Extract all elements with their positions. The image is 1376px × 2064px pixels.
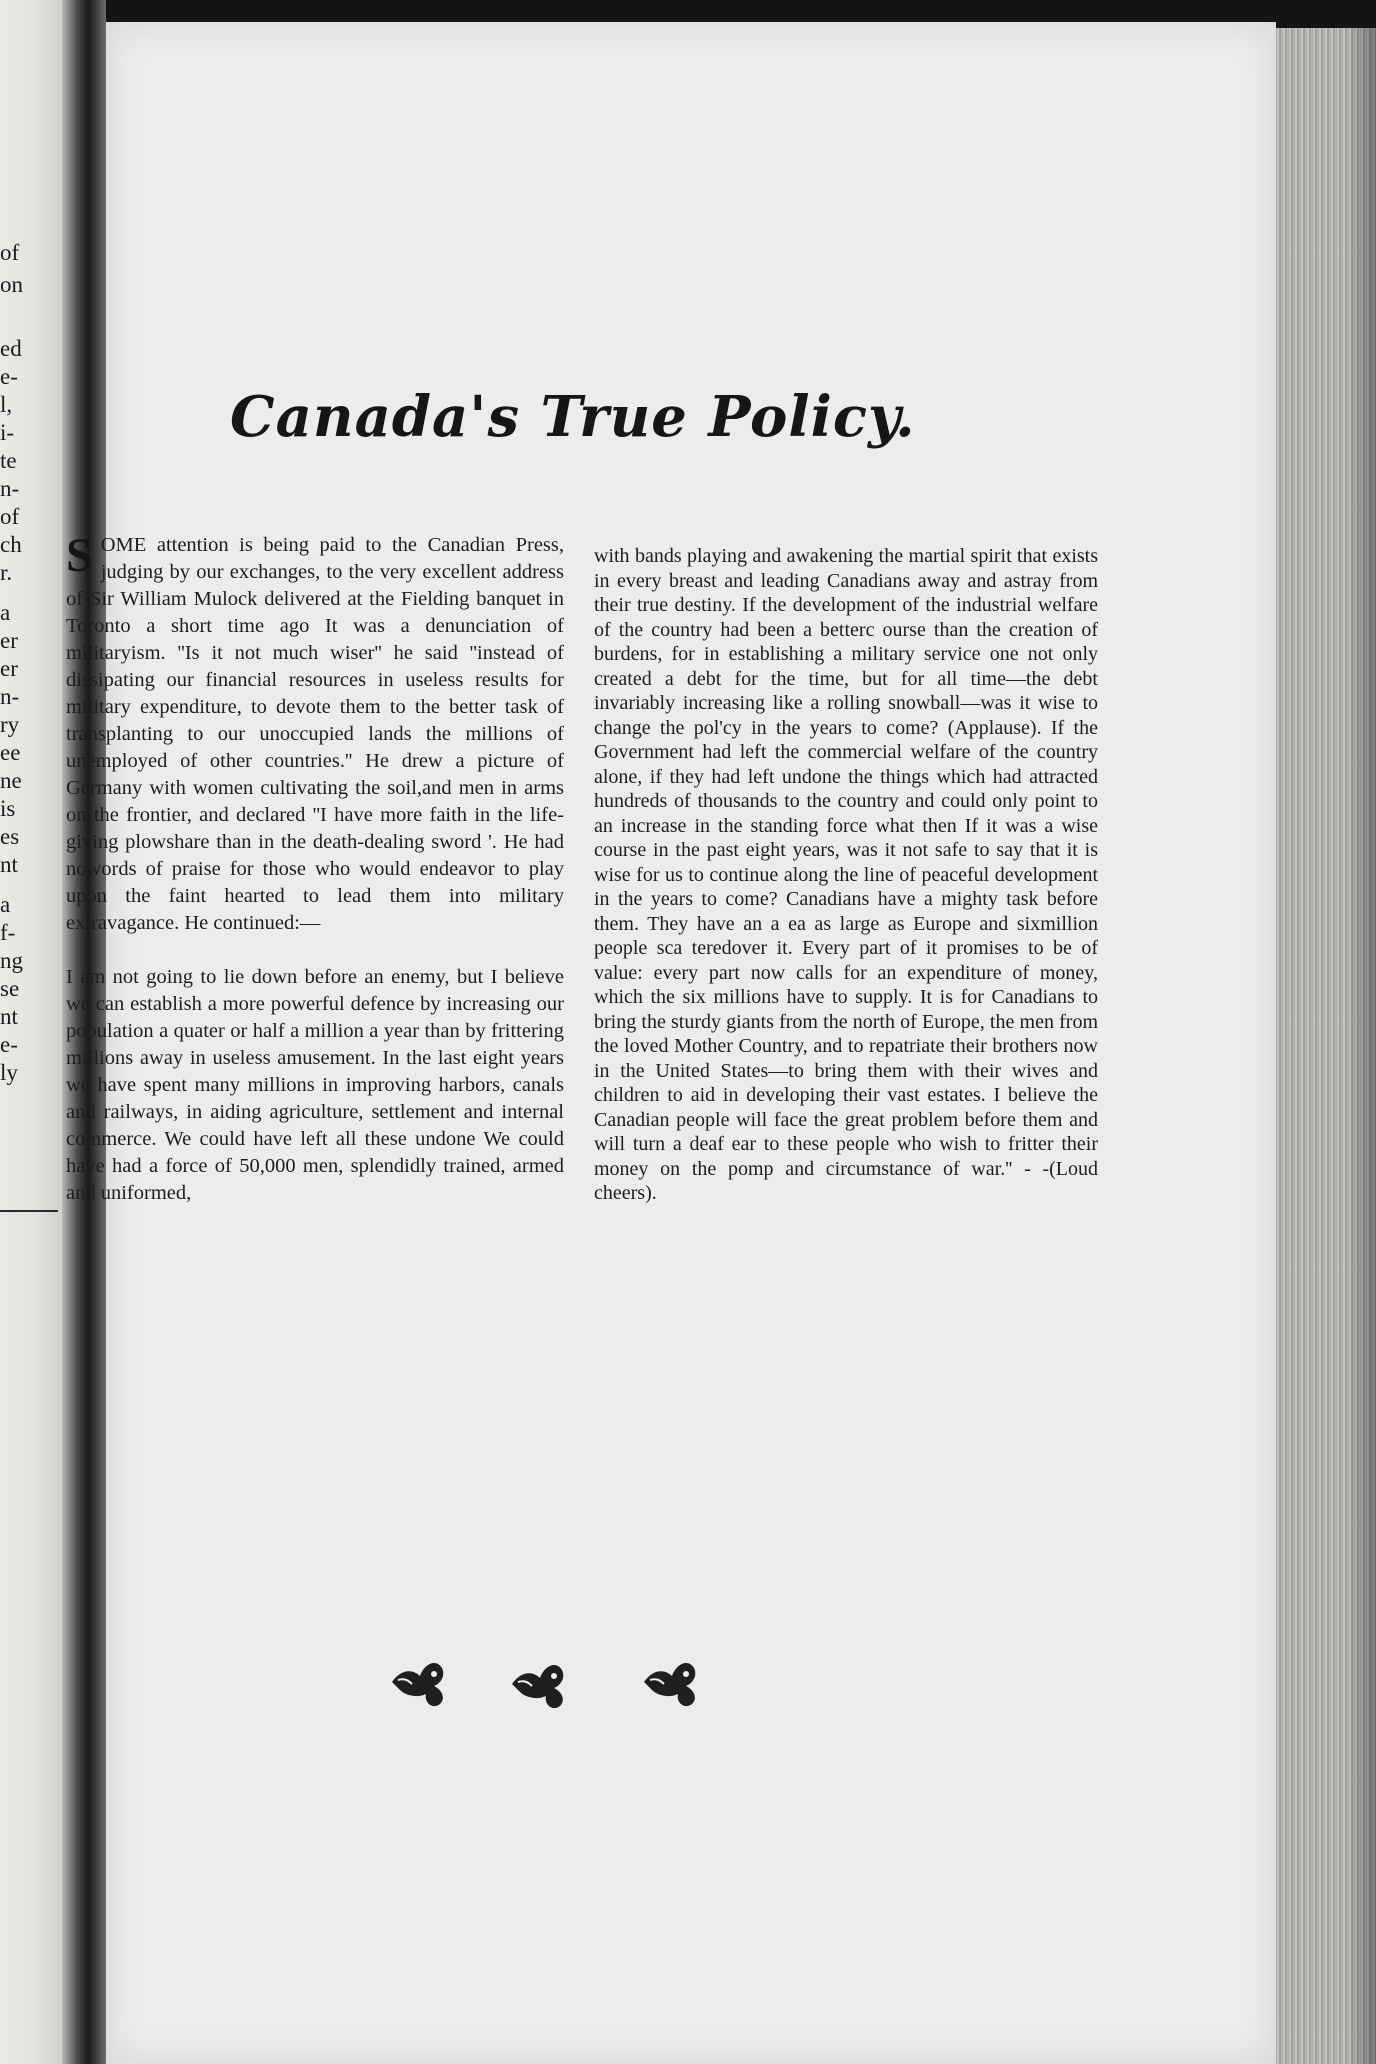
previous-page-fragment: l,: [0, 392, 13, 417]
previous-page-fragment: ng: [0, 948, 23, 973]
previous-page-fragment: ch: [0, 532, 22, 557]
previous-page-fragment: a: [0, 600, 11, 625]
previous-page-fragment: ry: [0, 712, 20, 737]
paragraph: with bands playing and awakening the martial spirit that exists in every breast and leading Canadians away and astray from their true destiny. If the development of the industrial welfare of the country had been a betterc ourse than the creation of burdens, for in establishing a military service one not only created a debt for the time, but for all time—the debt invariably increasing like a rolling snowball—was it wise to change the pol'cy in the years to come? (Applause). If the Government had left the commercial welfare of the country alone, if they had left undone the things which had attracted hundreds of thousands to the country and could only point to an increase in the standing force what then If it was a wise course in the past eight years, was it not safe to say that it is wise for us to continue along the line of peaceful development in the years to come? Canadians have a mighty task before them. They have an a ea as large as Europe and sixmillion people sca teredover it. Every part of it promises to be of value: every part now calls for an expenditure of money, which the six millions have to supply. It is for Canadians to bring the sturdy giants from the north of Europe, the men from the loved Mother Country, and to repatriate their brothers now in the United States—to bring them with their wives and children to aid in developing their vast estates. I believe the Canadian people will face the great problem before them and will turn a deaf ear to these people who wish to fritter their money on the pomp and circumstance of war.'' - -(Loud cheers).: [594, 545, 1098, 1204]
previous-page-fragment: i-: [0, 420, 15, 445]
previous-page-fragment: nt: [0, 852, 18, 877]
paragraph: I am not going to lie down before an enemy, but I believe we can establish a more powerful defence by increasing our population a quater or half a million a year than by frittering millions away in useless amusement. In the last eight years we have spent many millions in improving harbors, canals and railways, in aiding agriculture, settlement and internal commerce. We could have left all these undone We could have had a force of 50,000 men, splendidly trained, armed and uniformed,: [66, 966, 564, 1204]
previous-page-rule: [0, 1210, 58, 1212]
left-column: [66, 529, 564, 1234]
previous-page-fragment: te: [0, 448, 17, 473]
previous-page-fragment: of: [0, 240, 20, 265]
page-block-edges: [1276, 28, 1376, 2064]
previous-page-fragment: nt: [0, 1004, 18, 1029]
previous-page-fragment: r.: [0, 560, 13, 585]
previous-page-fragment: is: [0, 796, 16, 821]
previous-page-fragment: n-: [0, 476, 20, 501]
previous-page-fragment: a: [0, 892, 11, 917]
previous-page-fragment: er: [0, 656, 18, 681]
previous-page-fragment: f-: [0, 920, 16, 945]
fleuron-icon: [392, 1663, 443, 1706]
previous-page-fragment: ne: [0, 768, 22, 793]
previous-page-fragment: ed: [0, 336, 22, 361]
paragraph: [66, 529, 564, 937]
previous-page-fragment: of: [0, 504, 20, 529]
fleuron-icon: [644, 1663, 695, 1706]
previous-page-fragment: on: [0, 272, 23, 297]
previous-page-fragment: ly: [0, 1060, 18, 1085]
previous-page-fragment: ee: [0, 740, 21, 765]
fleuron-icon: [512, 1665, 563, 1708]
previous-page-fragment: n-: [0, 684, 20, 709]
right-column: [594, 544, 1098, 1233]
previous-page-edge: [0, 0, 62, 2064]
article-page: [66, 22, 1276, 2064]
previous-page-fragment: se: [0, 976, 20, 1001]
drop-cap: S: [66, 529, 93, 582]
paragraph-text: OME attention is being paid to the Canadian Press, judging by our exchanges, to the very excellent address of Sir William Mulock delivered at the Fielding banquet in Toronto a short time ago It was a denunciation of militaryism. ''Is it not much wiser'' he said ''instead of dissipating our financial resources in useless results for military expenditure, to devote them to the better task of transplanting to our unoccupied lands the millions of unemployed of other countries.'' He drew a picture of Germany with women cultivating the soil,and men in arms on the frontier, and declared ''I have more faith in the life-giving plowshare than in the death-dealing sword '. He had nowords of praise for those who would endeavor to play upon the faint hearted to lead them into military extravagance. He continued:—: [66, 534, 564, 934]
previous-page-fragment: er: [0, 628, 18, 653]
previous-page-fragment: es: [0, 824, 20, 849]
article-title: Canada's True Policy.: [230, 384, 916, 450]
previous-page-fragment: e-: [0, 364, 18, 389]
ornament-row: [380, 1642, 740, 1712]
previous-page-fragment: e-: [0, 1032, 18, 1057]
